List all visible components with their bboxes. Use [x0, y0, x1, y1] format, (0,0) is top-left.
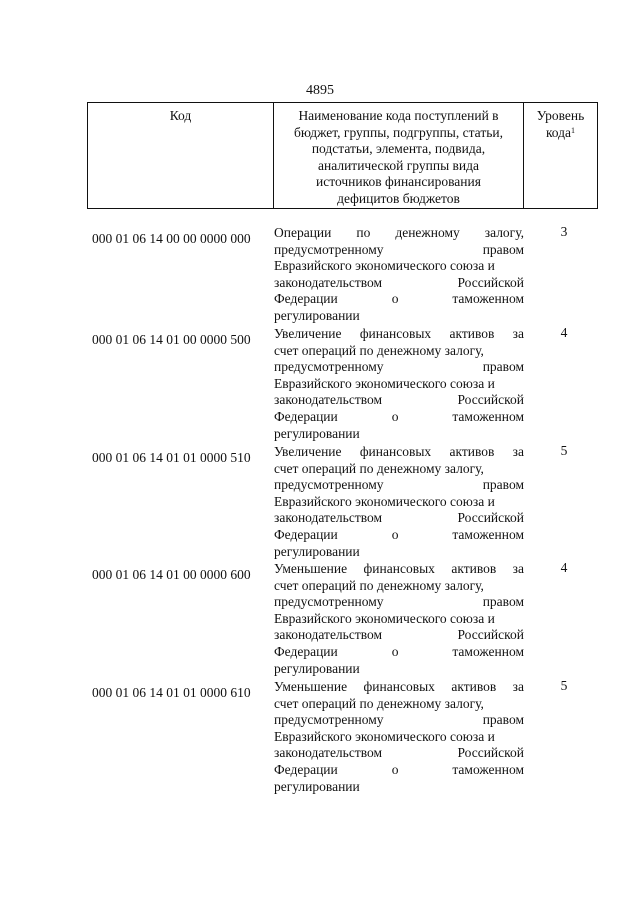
description-word: правом: [482, 241, 524, 257]
description-word: предусмотренному: [274, 241, 384, 257]
description-line: [274, 762, 524, 779]
description-word: о: [391, 291, 399, 307]
description-word: Российской: [457, 745, 524, 761]
header-name-line: бюджет, группы, подгруппы, статьи,: [294, 124, 503, 140]
description-line: [274, 561, 524, 578]
description-word: Федерации: [274, 643, 338, 659]
description-word: законодательством: [274, 392, 383, 408]
header-name-line: подстатьи, элемента, подвида,: [311, 141, 486, 157]
row-level: 4: [560, 560, 568, 575]
header-level-line2: [524, 125, 597, 142]
description-word: финансовых: [359, 444, 432, 459]
row-code: 000 01 06 14 01 00 0000 500: [92, 332, 251, 347]
description-line: [274, 359, 524, 376]
description-line: Евразийского экономического союза и: [274, 258, 495, 274]
description-word: Уменьшение: [274, 561, 348, 576]
description-word: за: [512, 326, 524, 341]
row-level: 4: [560, 325, 568, 340]
description-word: о: [391, 408, 399, 424]
description-line: [274, 275, 524, 292]
description-word: правом: [482, 359, 524, 375]
description-word: таможенном: [452, 526, 524, 542]
description-line: регулировании: [274, 778, 360, 794]
description-word: предусмотренному: [274, 477, 384, 493]
description-word: активов: [451, 679, 497, 694]
row-description: [274, 225, 524, 325]
description-line: счет операций по денежному залогу,: [274, 695, 484, 711]
description-word: Российской: [457, 274, 524, 290]
description-line: счет операций по денежному залогу,: [274, 577, 484, 593]
description-line: регулировании: [274, 660, 360, 676]
description-word: Федерации: [274, 408, 338, 424]
row-description: [274, 679, 524, 795]
description-line: [274, 679, 524, 696]
description-word: предусмотренному: [274, 594, 384, 610]
description-word: правом: [482, 594, 524, 610]
description-line: [274, 510, 524, 527]
page-number: 4895: [306, 83, 334, 98]
description-word: за: [512, 561, 524, 576]
description-line: [274, 527, 524, 544]
header-name-line: Наименование кода поступлений в: [298, 108, 499, 123]
description-word: предусмотренному: [274, 359, 384, 375]
description-line: [274, 409, 524, 426]
row-level: 3: [560, 224, 568, 239]
row-level: 5: [560, 678, 568, 693]
description-word: залогу,: [484, 225, 524, 240]
description-word: финансовых: [359, 326, 432, 341]
row-description: [274, 444, 524, 560]
description-line: [274, 627, 524, 644]
row-description: [274, 326, 524, 442]
header-name-line: дефицитов бюджетов: [337, 190, 460, 206]
footnote-marker: 1: [571, 125, 576, 135]
row-code: 000 01 06 14 01 00 0000 600: [92, 567, 251, 582]
description-line: регулировании: [274, 425, 360, 441]
description-word: правом: [482, 477, 524, 493]
description-word: финансовых: [363, 679, 435, 694]
description-word: по: [356, 225, 371, 240]
description-word: Российской: [457, 392, 524, 408]
description-line: [274, 644, 524, 661]
description-line: [274, 291, 524, 308]
description-line: [274, 326, 524, 343]
description-word: правом: [482, 712, 524, 728]
description-word: Российской: [457, 627, 524, 643]
description-line: Евразийского экономического союза и: [274, 375, 495, 391]
description-word: Федерации: [274, 526, 338, 542]
header-level-text: кода: [545, 124, 572, 140]
header-name-line: источников финансирования: [316, 174, 481, 190]
description-word: о: [391, 643, 399, 659]
description-line: [274, 225, 524, 242]
description-word: законодательством: [274, 510, 383, 526]
description-line: [274, 242, 524, 259]
header-level-line1: Уровень: [536, 108, 585, 123]
description-line: Евразийского экономического союза и: [274, 493, 495, 509]
description-line: [274, 392, 524, 409]
description-word: Федерации: [274, 761, 338, 777]
description-word: финансовых: [363, 561, 435, 576]
row-level: 5: [560, 443, 568, 458]
header-code-column: Код: [88, 103, 274, 208]
description-word: Российской: [457, 510, 524, 526]
description-line: [274, 594, 524, 611]
description-word: активов: [451, 561, 497, 576]
header-name-line: аналитической группы вида: [318, 157, 479, 173]
description-line: [274, 745, 524, 762]
row-code: 000 01 06 14 01 01 0000 510: [92, 450, 251, 465]
description-word: активов: [449, 326, 495, 341]
description-word: о: [391, 761, 399, 777]
row-code: 000 01 06 14 00 00 0000 000: [92, 231, 251, 246]
description-line: [274, 444, 524, 461]
description-word: законодательством: [274, 745, 383, 761]
description-word: Федерации: [274, 291, 338, 307]
description-word: таможенном: [452, 643, 524, 659]
description-word: законодательством: [274, 627, 383, 643]
description-word: денежному: [395, 225, 460, 240]
description-word: законодательством: [274, 274, 383, 290]
description-word: Увеличение: [274, 444, 342, 459]
description-word: Увеличение: [274, 326, 342, 341]
header-level-column: [524, 103, 597, 208]
description-line: Евразийского экономического союза и: [274, 610, 495, 626]
table-header: [87, 102, 598, 209]
description-line: Евразийского экономического союза и: [274, 728, 495, 744]
description-word: Уменьшение: [274, 679, 348, 694]
description-line: регулировании: [274, 307, 360, 323]
description-word: о: [391, 526, 399, 542]
description-word: Операции: [274, 225, 332, 240]
description-word: активов: [449, 444, 495, 459]
header-name-column: [274, 103, 524, 208]
row-code: 000 01 06 14 01 01 0000 610: [92, 685, 251, 700]
row-description: [274, 561, 524, 677]
description-word: таможенном: [452, 408, 524, 424]
description-word: таможенном: [452, 761, 524, 777]
description-word: предусмотренному: [274, 712, 384, 728]
description-line: [274, 477, 524, 494]
description-line: регулировании: [274, 543, 360, 559]
description-line: счет операций по денежному залогу,: [274, 460, 484, 476]
description-line: счет операций по денежному залогу,: [274, 342, 484, 358]
description-word: за: [512, 679, 524, 694]
description-word: таможенном: [452, 291, 524, 307]
description-word: за: [512, 444, 524, 459]
description-line: [274, 712, 524, 729]
